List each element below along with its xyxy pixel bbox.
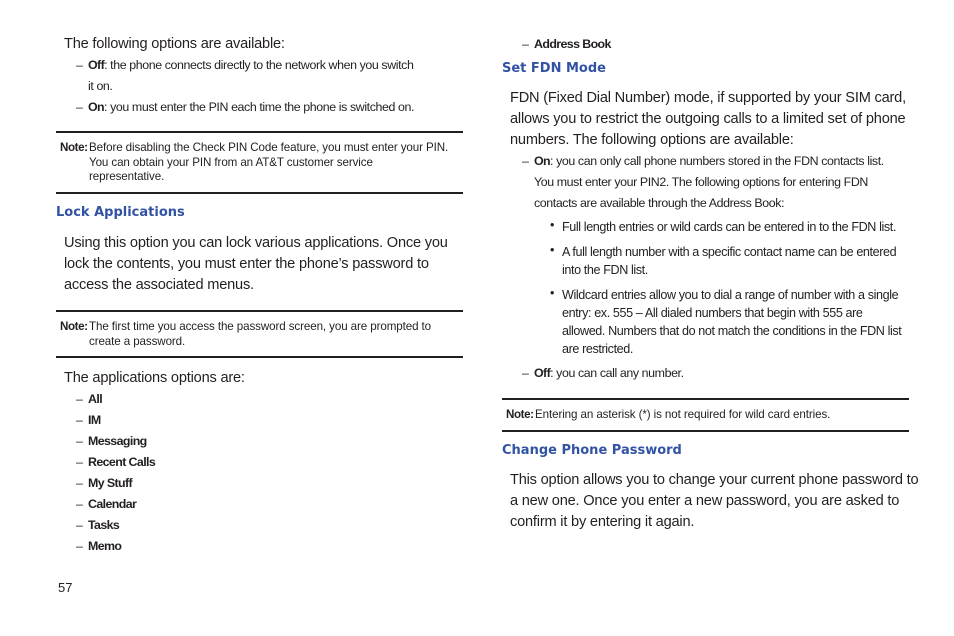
- option-off-cont: it on.: [88, 79, 113, 93]
- list-item: – Tasks: [76, 518, 120, 532]
- note-asterisk: Note: Entering an asterisk (*) is not required for wild card entries.: [502, 398, 909, 432]
- option-on: – On: you must enter the PIN each time the phone is switched on.: [76, 100, 415, 114]
- page-number: 57: [58, 580, 73, 595]
- option-off: – Off: the phone connects directly to the network when you switch: [76, 58, 414, 72]
- list-item: – Recent Calls: [76, 455, 156, 469]
- list-item: – Messaging: [76, 434, 147, 448]
- note-password-screen: Note: The first time you access the password screen, you are prompted to create a password.: [56, 310, 463, 358]
- fdn-option-on: – On: you can only call phone numbers stored in the FDN contacts list. You must enter your PIN2. The following options for entering FDN contacts are available through the Address Book:: [522, 154, 884, 210]
- list-item: – My Stuff: [76, 476, 133, 490]
- lock-applications-heading: Lock Applications: [56, 205, 185, 220]
- option-address-book: – Address Book: [522, 37, 611, 51]
- fdn-option-off: – Off: you can call any number.: [522, 366, 684, 380]
- list-item: – All: [76, 392, 103, 406]
- options-intro: The following options are available:: [64, 36, 285, 52]
- option-off-label: Off: [88, 58, 105, 72]
- list-item: – Memo: [76, 539, 122, 553]
- list-item: – Calendar: [76, 497, 137, 511]
- list-item: – IM: [76, 413, 101, 427]
- apps-list: [76, 389, 155, 557]
- password-paragraph: This option allows you to change your current phone password to a new one. Once you enter a new password, you are asked to confirm it by entering it again.: [510, 472, 919, 530]
- set-fdn-mode-heading: Set FDN Mode: [502, 61, 606, 76]
- option-on-label: On: [88, 100, 105, 114]
- lock-paragraph: Using this option you can lock various applications. Once you lock the contents, you must enter the phone’s password to access the associated menus.: [64, 235, 448, 293]
- fdn-paragraph: FDN (Fixed Dial Number) mode, if supported by your SIM card, allows you to restrict the outgoing calls to a limited set of phone numbers. The following options are available:: [510, 90, 906, 148]
- apps-intro: The applications options are:: [64, 370, 245, 386]
- change-phone-password-heading: Change Phone Password: [502, 443, 682, 458]
- note-check-pin: Note: Before disabling the Check PIN Code feature, you must enter your PIN. You can obtain your PIN from an AT&T customer service representative.: [56, 131, 463, 194]
